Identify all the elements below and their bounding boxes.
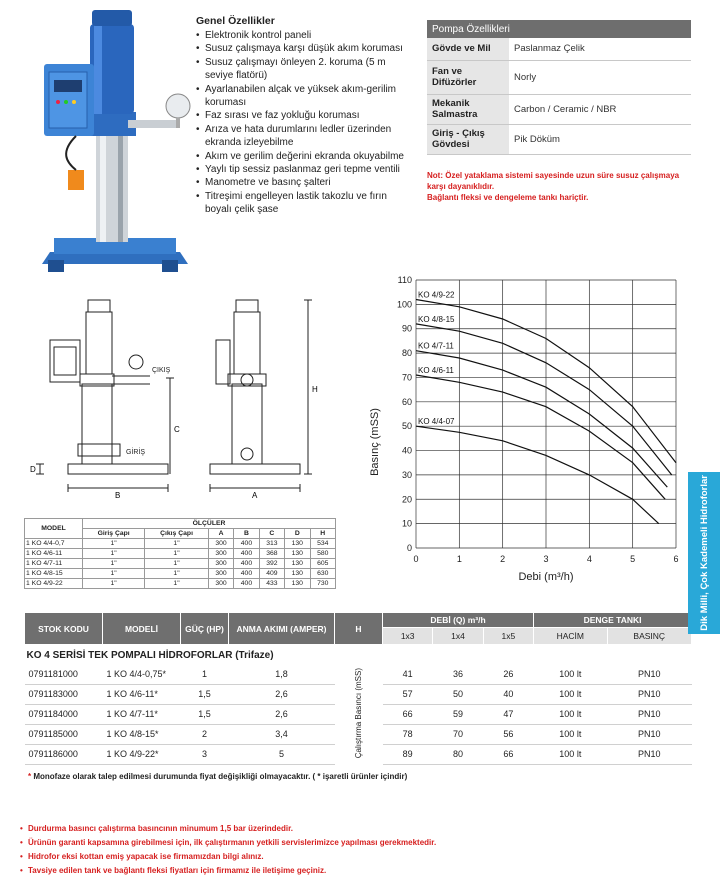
footnote	[28, 772, 407, 781]
dims-col-header: A	[208, 529, 233, 539]
h-header: H	[335, 613, 383, 645]
stock-cell-basinc: PN10	[607, 704, 691, 724]
stock-cell-d3: 56	[483, 724, 533, 744]
stock-row	[25, 664, 692, 684]
technical-drawing	[20, 292, 320, 514]
dims-model-cell: 1 KO 4/9-22	[25, 579, 83, 589]
category-side-tab	[688, 472, 720, 634]
tank-pressure-header: BASINÇ	[607, 628, 691, 645]
stock-cell-d3: 40	[483, 684, 533, 704]
spec-title: Pompa Özellikleri	[427, 20, 691, 38]
y-tick-label: 110	[397, 275, 412, 285]
dims-col-header: H	[310, 529, 335, 539]
series-label: KO 4/8-15	[418, 314, 455, 324]
dims-value-cell: 130	[285, 549, 310, 559]
stock-cell-d1: 57	[383, 684, 433, 704]
dims-value-cell: 1"	[83, 559, 145, 569]
dims-value-cell: 300	[208, 559, 233, 569]
stock-cell-basinc: PN10	[607, 724, 691, 744]
spec-value: Pik Döküm	[509, 124, 691, 154]
dims-value-cell: 400	[234, 559, 259, 569]
feature-item: • Elektronik kontrol paneli	[196, 29, 416, 42]
stock-cell-basinc: PN10	[607, 684, 691, 704]
dims-value-cell: 392	[259, 559, 284, 569]
dims-model-cell: 1 KO 4/8-15	[25, 569, 83, 579]
x-tick-label: 4	[586, 554, 592, 564]
pump-spec-table	[427, 20, 691, 155]
dims-model-cell: 1 KO 4/4-0,7	[25, 539, 83, 549]
dims-value-cell: 400	[234, 549, 259, 559]
dim-c-label: C	[174, 425, 180, 434]
stock-cell-kod: 0791181000	[25, 664, 103, 684]
stock-cell-hacim: 100 lt	[534, 664, 607, 684]
stock-rows	[25, 664, 692, 764]
series-label: KO 4/7-11	[418, 341, 454, 351]
stock-cell-akim: 1,8	[229, 664, 335, 684]
spec-value: Carbon / Ceramic / NBR	[509, 94, 691, 124]
chart-grid	[416, 280, 676, 548]
dims-value-cell: 580	[310, 549, 335, 559]
power-header: GÜÇ (HP)	[181, 613, 229, 645]
stock-cell-hacim: 100 lt	[534, 684, 607, 704]
spec-note: Not: Özel yataklama sistemi sayesinde uzun süre susuz çalışmaya karşı dayanıklıdır.	[427, 171, 680, 191]
y-tick-label: 30	[401, 469, 412, 480]
dims-value-cell: 400	[234, 539, 259, 549]
flow-header: DEBİ (Q) m³/h	[383, 613, 534, 628]
features-list	[196, 29, 416, 217]
dims-value-cell: 1"	[145, 539, 209, 549]
dim-h-label: H	[312, 385, 318, 394]
feature-item: • Akım ve gerilim değerini ekranda okuyabilme	[196, 150, 416, 163]
dims-value-cell: 130	[285, 559, 310, 569]
footnote-star: *	[28, 772, 32, 781]
spec-value: Paslanmaz Çelik	[509, 38, 691, 60]
stock-cell-d3: 26	[483, 664, 533, 684]
dims-row	[25, 559, 336, 569]
stock-cell-d2: 80	[433, 744, 483, 764]
feature-item: • Manometre ve basınç şalteri	[196, 176, 416, 189]
y-tick-label: 40	[401, 445, 412, 456]
general-features	[196, 15, 416, 217]
stock-table	[24, 612, 692, 765]
stock-cell-d2: 59	[433, 704, 483, 724]
x-tick-label: 6	[673, 554, 679, 564]
features-title: Genel Özellikler	[196, 15, 275, 27]
dims-col-header: Giriş Çapı	[83, 529, 145, 539]
x-tick-label: 3	[543, 554, 549, 564]
stock-cell-guc: 1	[181, 664, 229, 684]
feature-item: • Ayarlanabilen alçak ve yüksek akım-gerilim koruması	[196, 83, 416, 110]
bottom-note: • Tavsiye edilen tank ve bağlantı fleksi fiyatları için firmamız ile iletişime geçiniz.	[20, 864, 436, 878]
dims-row	[25, 579, 336, 589]
stock-cell-akim: 5	[229, 744, 335, 764]
chart-labels	[397, 275, 679, 564]
y-tick-label: 0	[406, 543, 412, 553]
dims-row	[25, 549, 336, 559]
outlet-label: ÇIKIŞ	[152, 367, 171, 374]
spec-note: Bağlantı fleksi ve dengeleme tankı hariçtir.	[427, 193, 589, 202]
dims-model-cell: 1 KO 4/7-11	[25, 559, 83, 569]
dims-value-cell: 400	[234, 579, 259, 589]
stock-cell-d1: 89	[383, 744, 433, 764]
x-tick-label: 0	[413, 554, 419, 564]
flow-sub-header: 1x5	[483, 628, 533, 645]
x-tick-label: 5	[630, 554, 636, 564]
flow-sub-header: 1x4	[433, 628, 483, 645]
operating-pressure-label: Çalıştırma Basıncı (mSS)	[354, 667, 363, 759]
stock-cell-hacim: 100 lt	[534, 724, 607, 744]
stock-cell-guc: 1,5	[181, 684, 229, 704]
dims-rows	[25, 539, 336, 589]
dims-model-header: MODEL	[25, 519, 83, 539]
dims-value-cell: 130	[285, 579, 310, 589]
series-label: KO 4/4-07	[418, 417, 455, 427]
stock-cell-d2: 36	[433, 664, 483, 684]
stock-cell-guc: 2	[181, 724, 229, 744]
stock-cell-kod: 0791183000	[25, 684, 103, 704]
bottom-note: • Hidrofor eksi kottan emiş yapacak ise firmamızdan bilgi alınız.	[20, 850, 436, 864]
stock-cell-d1: 66	[383, 704, 433, 724]
dims-olculer-header: ÖLÇÜLER	[83, 519, 336, 529]
feature-item: • Arıza ve hata durumlarını ledler üzerinden ekranda izleyebilme	[196, 123, 416, 150]
stock-cell-d1: 41	[383, 664, 433, 684]
dims-value-cell: 605	[310, 559, 335, 569]
tank-header: DENGE TANKI	[534, 613, 692, 628]
dims-value-cell: 1"	[83, 549, 145, 559]
spec-key: Giriş - Çıkış Gövdesi	[427, 124, 509, 154]
feature-item: • Yaylı tip sessiz paslanmaz geri tepme ventili	[196, 163, 416, 176]
dims-value-cell: 400	[234, 569, 259, 579]
bottom-notes	[20, 822, 436, 878]
stock-cell-hacim: 100 lt	[534, 744, 607, 764]
dims-value-cell: 313	[259, 539, 284, 549]
dims-value-cell: 433	[259, 579, 284, 589]
stock-cell-model: 1 KO 4/4-0,75*	[103, 664, 181, 684]
feature-item: • Titreşimi engelleyen lastik takozlu ve fırın boyalı çelik şase	[196, 190, 416, 217]
dims-value-cell: 300	[208, 569, 233, 579]
bottom-note: • Durdurma basıncı çalıştırma basıncının minumum 1,5 bar üzerindedir.	[20, 822, 436, 836]
series-title: KO 4 SERİSİ TEK POMPALI HİDROFORLAR (Trifaze)	[26, 650, 274, 661]
stock-cell-d2: 50	[433, 684, 483, 704]
y-tick-label: 90	[401, 323, 412, 334]
stock-cell-akim: 2,6	[229, 684, 335, 704]
y-tick-label: 60	[401, 396, 412, 407]
flow-sub-header: 1x3	[383, 628, 433, 645]
stock-cell-kod: 0791185000	[25, 724, 103, 744]
dims-value-cell: 1"	[145, 549, 209, 559]
dims-value-cell: 368	[259, 549, 284, 559]
dims-value-cell: 300	[208, 549, 233, 559]
stock-cell-basinc: PN10	[607, 744, 691, 764]
dims-row	[25, 539, 336, 549]
feature-item: • Faz sırası ve faz yokluğu koruması	[196, 109, 416, 122]
dims-value-cell: 630	[310, 569, 335, 579]
x-axis-title: Debi (m³/h)	[518, 571, 574, 583]
stock-cell-kod: 0791186000	[25, 744, 103, 764]
dims-value-cell: 130	[285, 539, 310, 549]
dims-value-cell: 534	[310, 539, 335, 549]
y-tick-label: 100	[396, 299, 412, 310]
stock-code-header: STOK KODU	[25, 613, 103, 645]
series-line	[416, 324, 672, 475]
dims-col-header: Çıkış Çapı	[145, 529, 209, 539]
series-line	[416, 375, 665, 499]
dims-value-cell: 300	[208, 579, 233, 589]
stock-cell-akim: 3,4	[229, 724, 335, 744]
stock-cell-model: 1 KO 4/9-22*	[103, 744, 181, 764]
dims-value-cell: 1"	[83, 569, 145, 579]
dim-b-label: B	[115, 491, 121, 500]
series-label: KO 4/9-22	[418, 290, 455, 300]
stock-cell-d3: 47	[483, 704, 533, 724]
y-tick-label: 10	[401, 518, 412, 529]
spec-key: Mekanik Salmastra	[427, 94, 509, 124]
y-tick-label: 20	[401, 494, 412, 505]
dims-value-cell: 409	[259, 569, 284, 579]
spec-value: Norly	[509, 60, 691, 94]
dims-value-cell: 1"	[145, 559, 209, 569]
feature-item: • Susuz çalışmayı önleyen 2. koruma (5 m seviye flatörü)	[196, 56, 416, 83]
y-tick-label: 50	[401, 421, 412, 432]
stock-cell-d1: 78	[383, 724, 433, 744]
stock-cell-d2: 70	[433, 724, 483, 744]
dim-d-label: D	[30, 465, 36, 474]
dims-col-header: B	[234, 529, 259, 539]
stock-cell-model: 1 KO 4/7-11*	[103, 704, 181, 724]
dims-value-cell: 130	[285, 569, 310, 579]
operating-pressure-label-cell	[335, 664, 383, 764]
dims-value-cell: 300	[208, 539, 233, 549]
stock-cell-guc: 3	[181, 744, 229, 764]
stock-cell-d3: 66	[483, 744, 533, 764]
feature-item: • Susuz çalışmaya karşı düşük akım koruması	[196, 42, 416, 55]
dims-value-cell: 1"	[83, 579, 145, 589]
spec-key: Gövde ve Mil	[427, 38, 509, 60]
dims-value-cell: 1"	[145, 579, 209, 589]
spec-notes	[427, 170, 697, 203]
dims-value-cell: 730	[310, 579, 335, 589]
x-tick-label: 2	[500, 554, 506, 564]
x-tick-label: 1	[456, 554, 462, 564]
inlet-label: GİRİŞ	[126, 449, 146, 456]
dims-col-header: D	[285, 529, 310, 539]
dims-model-cell: 1 KO 4/6-11	[25, 549, 83, 559]
pump-product-image	[30, 2, 200, 274]
stock-cell-guc: 1,5	[181, 704, 229, 724]
spec-key: Fan ve Difüzörler	[427, 60, 509, 94]
stock-cell-model: 1 KO 4/8-15*	[103, 724, 181, 744]
y-tick-label: 80	[401, 348, 412, 359]
dim-a-label: A	[252, 491, 258, 500]
stock-cell-basinc: PN10	[607, 664, 691, 684]
stock-cell-kod: 0791184000	[25, 704, 103, 724]
dims-row	[25, 569, 336, 579]
side-tab-label: Dik Milli, Çok Kademeli Hidroforlar	[698, 475, 710, 631]
stock-cell-akim: 2,6	[229, 704, 335, 724]
footnote-text: Monofaze olarak talep edilmesi durumunda fiyat değişikliği olmayacaktır. ( * işaretli ürünler içindir)	[31, 772, 408, 781]
y-axis-title: Basınç (mSS)	[369, 408, 381, 476]
performance-chart	[350, 270, 695, 590]
dims-col-header: C	[259, 529, 284, 539]
stock-cell-model: 1 KO 4/6-11*	[103, 684, 181, 704]
dims-value-cell: 1"	[83, 539, 145, 549]
model-header: MODELİ	[103, 613, 181, 645]
current-header: ANMA AKIMI (AMPER)	[229, 613, 335, 645]
y-tick-label: 70	[401, 372, 412, 383]
dims-value-cell: 1"	[145, 569, 209, 579]
bottom-note: • Ürünün garanti kapsamına girebilmesi için, ilk çalıştırmanın yetkili servislerimizce yapılması gerekmektedir.	[20, 836, 436, 850]
stock-cell-hacim: 100 lt	[534, 704, 607, 724]
tank-volume-header: HACİM	[534, 628, 607, 645]
series-label: KO 4/6-11	[418, 366, 454, 376]
dimensions-table	[24, 518, 336, 589]
